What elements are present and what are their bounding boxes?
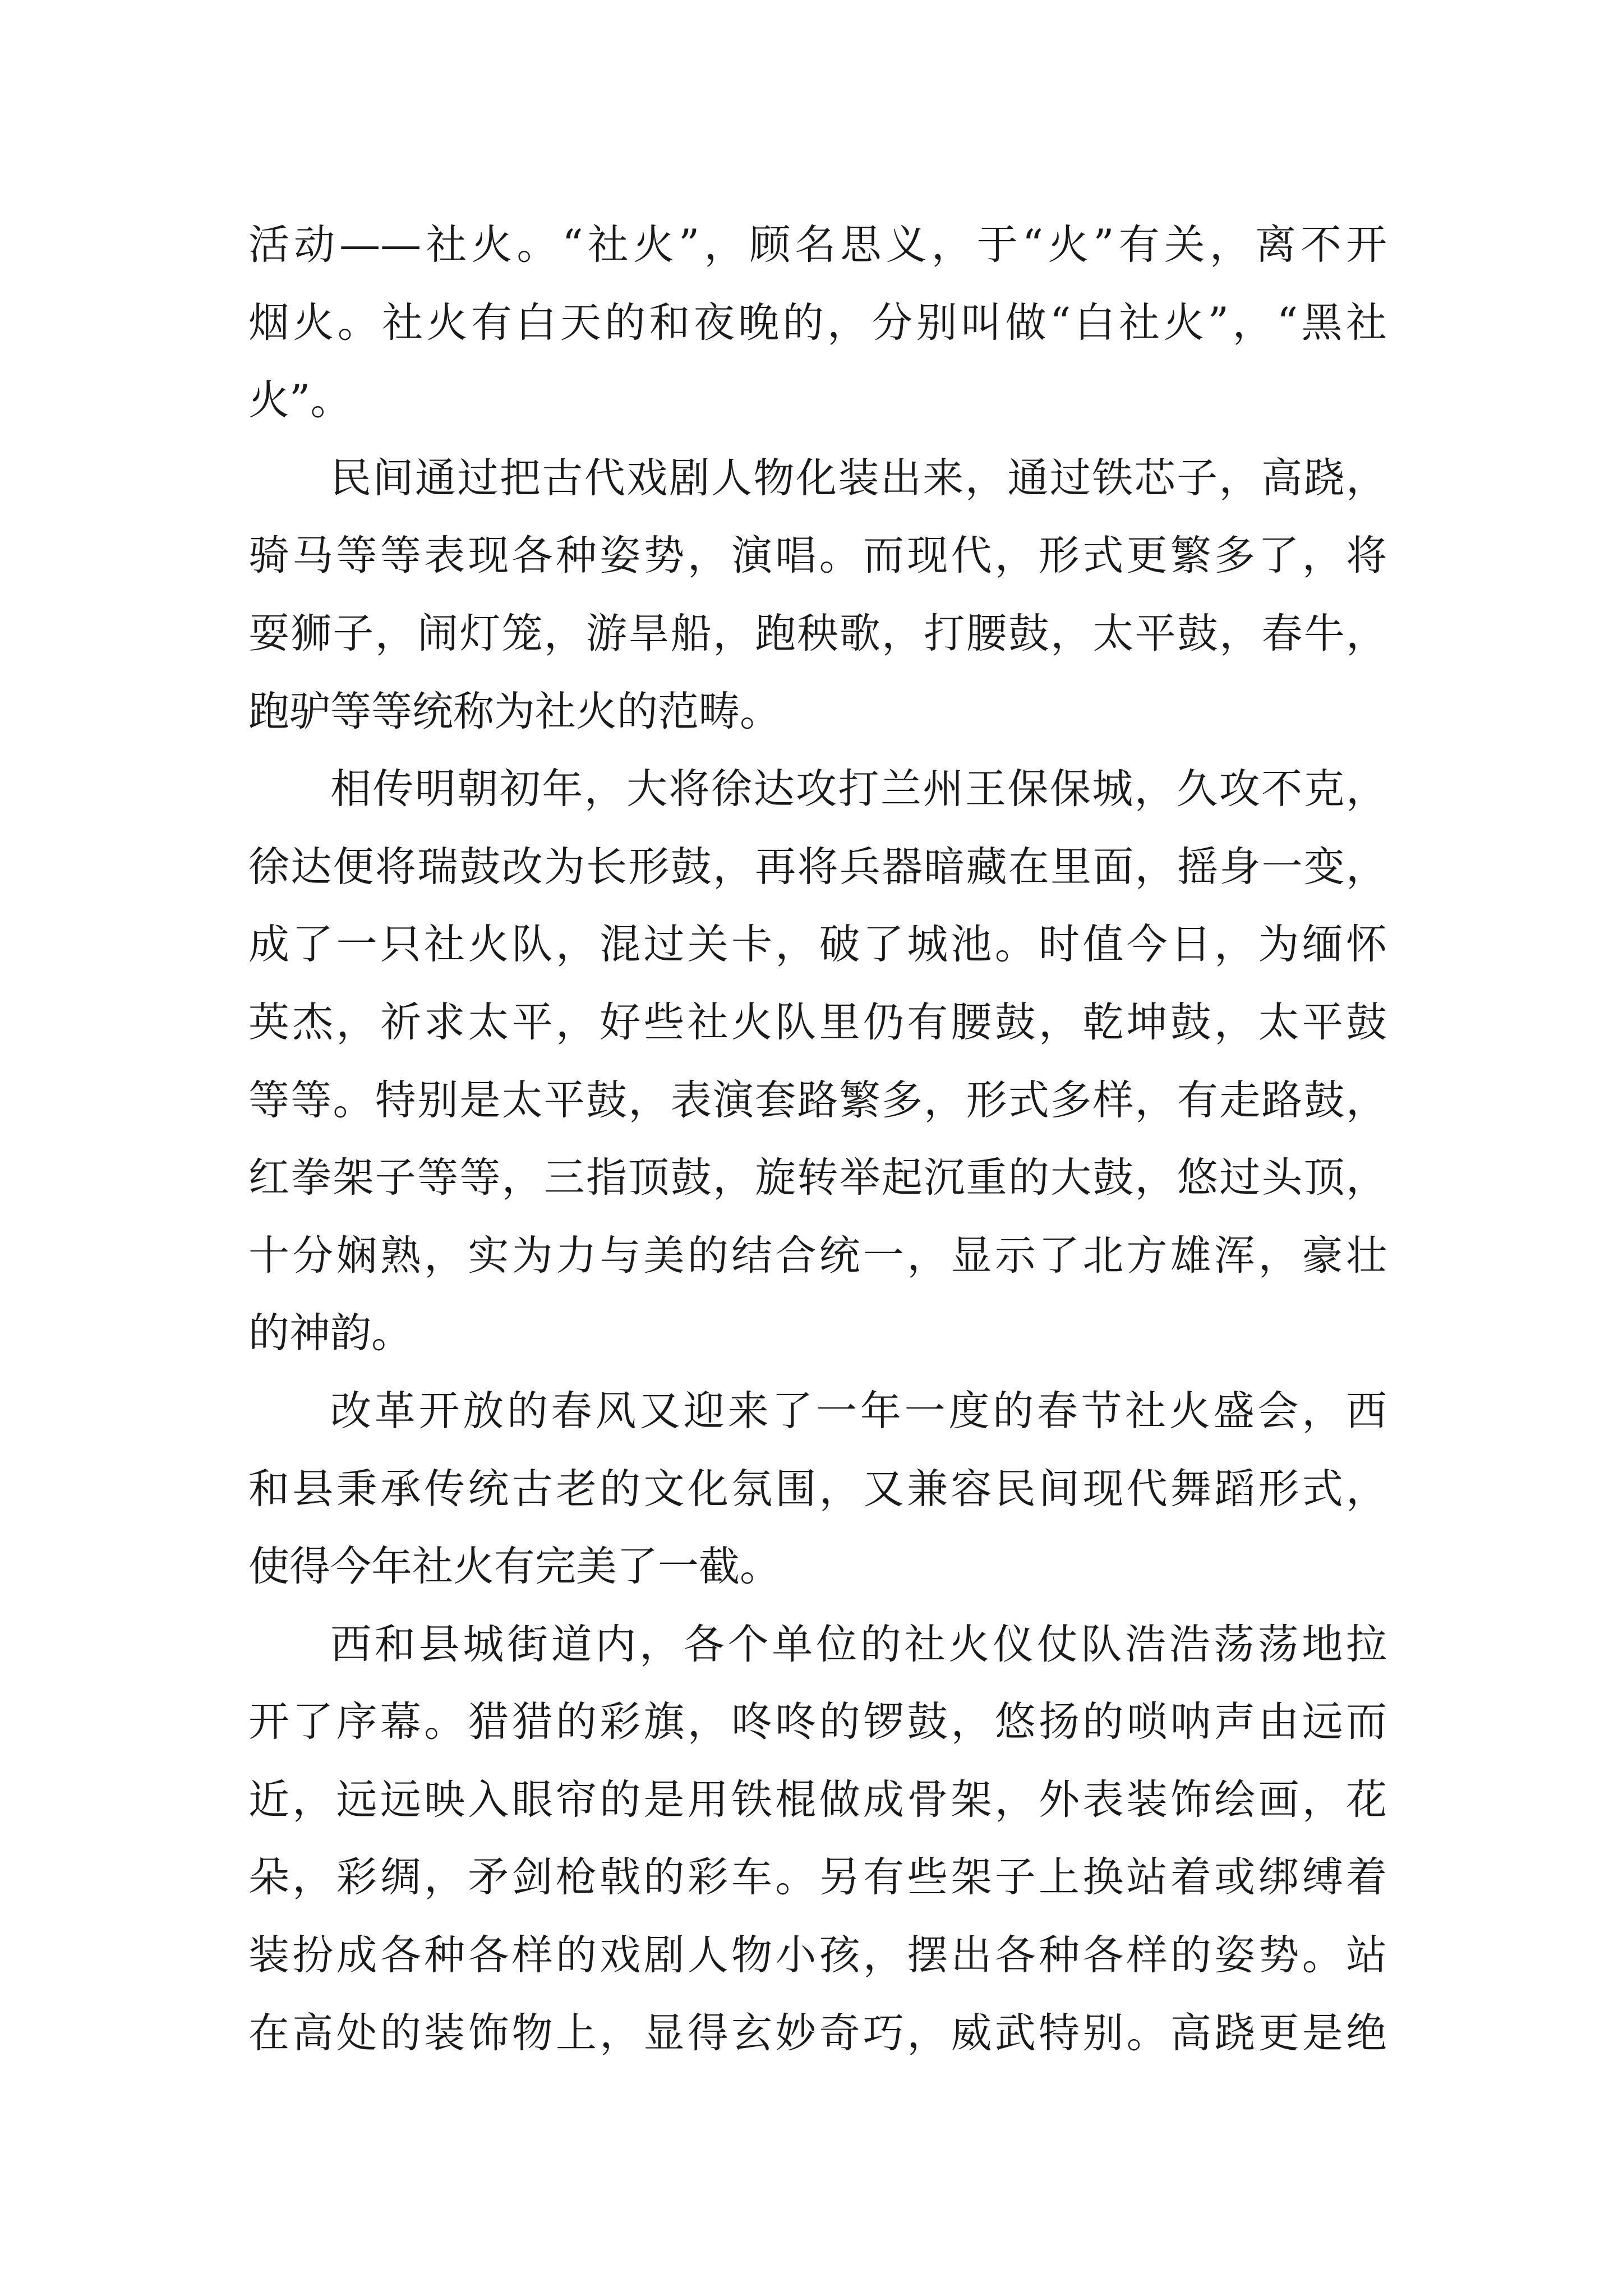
- text-line: 装扮成各种各样的戏剧人物小孩，摆出各种各样的姿势。站: [248, 1931, 1387, 1980]
- text-line: 和县秉承传统古老的文化氛围，又兼容民间现代舞蹈形式，: [248, 1465, 1387, 1513]
- text-line: 成了一只社火队，混过关卡，破了城池。时值今日，为缅怀: [248, 921, 1387, 969]
- text-line: 徐达便将瑞鼓改为长形鼓，再将兵器暗藏在里面，摇身一变，: [248, 843, 1387, 891]
- text-line: 跑驴等等统称为社火的范畴。: [248, 687, 781, 735]
- text-line: 烟火。社火有白天的和夜晚的，分别叫做“白社火”，“黑社: [248, 298, 1387, 347]
- text-line: 相传明朝初年，大将徐达攻打兰州王保保城，久攻不克，: [330, 765, 1387, 813]
- text-line: 活动——社火。“社火”，顾名思义，于“火”有关，离不开: [248, 221, 1387, 269]
- text-line: 骑马等等表现各种姿势，演唱。而现代，形式更繁多了，将: [248, 532, 1387, 580]
- text-line: 近，远远映入眼帘的是用铁棍做成骨架，外表装饰绘画，花: [248, 1775, 1387, 1824]
- text-line: 改革开放的春风又迎来了一年一度的春节社火盛会，西: [330, 1387, 1387, 1435]
- text-line: 朵，彩绸，矛剑枪戟的彩车。另有些架子上换站着或绑缚着: [248, 1853, 1387, 1902]
- text-line: 在高处的装饰物上，显得玄妙奇巧，威武特别。高跷更是绝: [248, 2009, 1387, 2057]
- text-line: 十分娴熟，实为力与美的结合统一，显示了北方雄浑，豪壮: [248, 1231, 1387, 1280]
- text-line: 火”。: [248, 376, 352, 425]
- text-line: 耍狮子，闹灯笼，游旱船，跑秧歌，打腰鼓，太平鼓，春牛，: [248, 609, 1387, 657]
- text-line: 红拳架子等等，三指顶鼓，旋转举起沉重的大鼓，悠过头顶，: [248, 1154, 1387, 1202]
- text-line: 西和县城街道内，各个单位的社火仪仗队浩浩荡荡地拉: [330, 1620, 1387, 1668]
- text-line: 英杰，祈求太平，好些社火队里仍有腰鼓，乾坤鼓，太平鼓: [248, 998, 1387, 1046]
- text-line: 使得今年社火有完美了一截。: [248, 1543, 781, 1591]
- body-text: [248, 206, 1387, 2072]
- text-line: 开了序幕。猎猎的彩旗，咚咚的锣鼓，悠扬的唢呐声由远而: [248, 1698, 1387, 1746]
- text-line: 民间通过把古代戏剧人物化装出来，通过铁芯子，高跷，: [330, 454, 1387, 502]
- text-line: 的神韵。: [248, 1309, 412, 1358]
- text-line: 等等。特别是太平鼓，表演套路繁多，形式多样，有走路鼓，: [248, 1076, 1387, 1124]
